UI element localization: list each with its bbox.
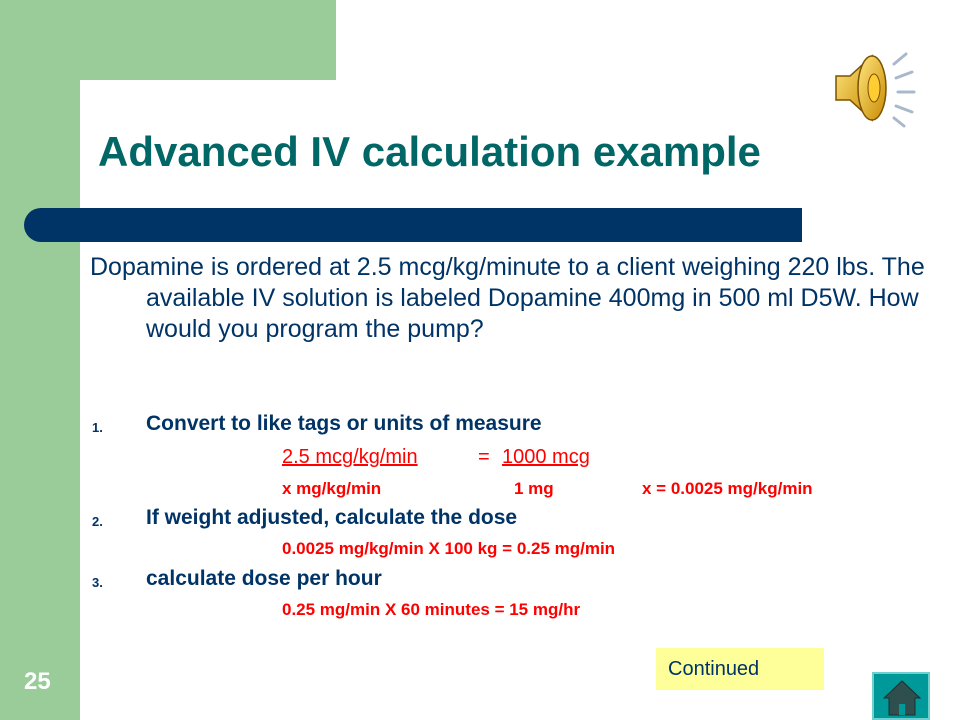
step-1-text: Convert to like tags or units of measure — [146, 412, 542, 435]
step-3-number: 3. — [92, 575, 103, 590]
problem-statement: Dopamine is ordered at 2.5 mcg/kg/minute to a client weighing 220 lbs. The available IV solution is labeled Dopamine 400mg in 500 ml D5W. How would you program the pump? — [90, 253, 925, 343]
top-decor-band — [80, 0, 336, 80]
dose-calculation: 0.0025 mg/kg/min X 100 kg = 0.25 mg/min — [282, 539, 616, 558]
continued-button[interactable]: Continued — [656, 648, 824, 690]
step-1-number: 1. — [92, 420, 103, 435]
step-2-text: If weight adjusted, calculate the dose — [146, 506, 518, 529]
ratio-denominator-right: 1 mg — [514, 479, 554, 498]
step-2-number: 2. — [92, 514, 103, 529]
step-3-text: calculate dose per hour — [146, 567, 382, 590]
ratio-numerator-right: 1000 mcg — [502, 446, 590, 468]
slide-title: Advanced IV calculation example — [98, 128, 761, 175]
ratio-numerator-left: 2.5 mcg/kg/min — [282, 446, 418, 468]
left-decor-band — [0, 0, 80, 720]
title-underline-bar — [24, 208, 802, 242]
hourly-dose-calculation: 0.25 mg/min X 60 minutes = 15 mg/hr — [282, 600, 581, 619]
home-button[interactable] — [872, 672, 930, 720]
home-icon — [882, 678, 922, 718]
slide-number: 25 — [24, 668, 51, 695]
speaker-icon[interactable] — [828, 46, 916, 130]
ratio-result: x = 0.0025 mg/kg/min — [642, 479, 813, 498]
ratio-equals: = — [478, 446, 490, 468]
corner-curve — [80, 80, 128, 128]
ratio-denominator-left: x mg/kg/min — [282, 479, 382, 498]
